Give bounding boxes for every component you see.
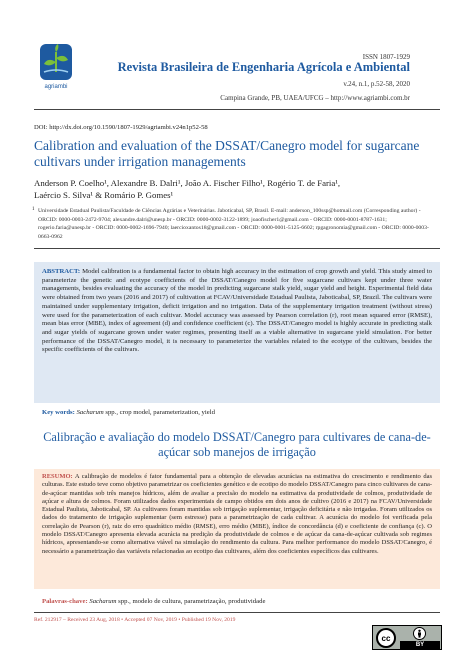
- journal-logo: [34, 42, 78, 100]
- article-title-pt: Calibração e avaliação do modelo DSSAT/Canegro para cultivares de cana-de-açúcar sob manejos de irrigação: [43, 430, 431, 459]
- palavras-text: spp., modelo de cultura, parametrização, produtividade: [118, 598, 266, 605]
- keywords-text: spp., crop model, parameterization, yield: [105, 409, 215, 416]
- by-label: BY: [400, 641, 440, 649]
- affiliation-divider: [34, 248, 440, 249]
- header-divider: [34, 109, 440, 110]
- footer-divider: [34, 612, 440, 613]
- palavras-italic: Sacharum: [89, 598, 117, 605]
- resumo-label: RESUMO:: [42, 473, 73, 480]
- affiliation-mark: 1: [32, 207, 35, 212]
- publisher-line: Campina Grande, PB, UAEA/UFCG – http://www.agriambi.com.br: [220, 94, 410, 102]
- cc-by-license-badge[interactable]: [372, 625, 442, 650]
- palavras-chave: [42, 598, 265, 605]
- authors-line-2: Laércio S. Silva¹ & Romário P. Gomes¹: [34, 189, 174, 200]
- abstract-box: [34, 262, 440, 403]
- authors-line-1: Anderson P. Coelho¹, Alexandre B. Dalri¹, João A. Fischer Filho¹, Rogério T. de Faria¹,: [34, 178, 341, 188]
- affiliation: Universidade Estadual Paulista/Faculdade de Ciências Agrárias e Veterinárias. Jaboticabal, SP, Brasil. E-mail: anderson_100ssp@hotmail.com (Corresponding author) - ORCID: 0000-0003-2472-9704; alexandre.dalri@unesp.br - ORCID: 0000-0002-3122-1899; joaofischer1@gmail.com - ORCID: 0000-0001-8787-1631; rogerio.faria@unesp.br - ORCID: 0000-0002-1696-7940; laercioxantos18@gmail.com - ORCID: 0000-0001-5125-6602; rpgagronomia@gmail.com - ORCID: 0000-0003-0663-0962: [38, 208, 429, 240]
- person-icon: [413, 627, 426, 640]
- keywords: [42, 409, 215, 416]
- issn: ISSN 1807-1929: [362, 53, 410, 61]
- palavras-label: Palavras-chave:: [42, 598, 88, 605]
- keywords-italic: Sacharum: [76, 409, 104, 416]
- resumo-box: [34, 469, 440, 589]
- journal-title: Revista Brasileira de Engenharia Agrícola e Ambiental: [117, 60, 410, 74]
- article-title-en: Calibration and evaluation of the DSSAT/Canegro model for sugarcane cultivars under irrigation managements: [34, 138, 420, 169]
- logo-wordmark: agriambi: [44, 84, 68, 90]
- cc-icon: cc: [376, 628, 396, 648]
- doi-link[interactable]: DOI: http://dx.doi.org/10.1590/1807-1929/agriambi.v24n1p52-58: [34, 124, 208, 131]
- abstract-label: ABSTRACT:: [42, 268, 81, 275]
- authors: [34, 178, 440, 201]
- volume-info: v.24, n.1, p.52-58, 2020: [343, 80, 410, 88]
- footer-reference: Ref. 212917 – Received 23 Aug, 2018 • Accepted 07 Nov, 2019 • Published 19 Nov, 2019: [34, 617, 236, 623]
- keywords-label: Key words:: [42, 409, 75, 416]
- abstract-text: Model calibration is a fundamental factor to obtain high accuracy in the estimation of crop growth and yield. This study aimed to parameterize the genetic and ecotype coefficients of the DSSAT/Canegro model for five sugarcane cultivars kept under three water managements, besides evaluating the accuracy of the model in predicting sugarcane stalk yield, sugar yield and height. Experimental field data were obtained from two years (2016 and 2017) of cultivation at FCAV/Universidade Estadual Paulista, Jaboticabal, SP, Brazil. The cultivars were maintained under supplementary irrigation, deficit irrigation and no irrigation. Data of the supplementary irrigation treatment (without stress) were used for the parameterization of each cultivar. Model accuracy was assessed by Pearson correlation (r), root mean squared error (RMSE), mean bias error (MBE), index of agreement (d) and confidence coefficient (c). The DSSAT/Canegro model is highly accurate in predicting stalk and sugar yields of sugarcane grown under water regimes, presenting itself as a viable alternative in sugarcane yield simulation. For better performance of the DSSAT/Canegro model, it is necessary to parameterize the variables related to the ecotype of the cultivars, besides the specific coefficients of the cultivars.: [42, 268, 433, 354]
- resumo-text: A calibração de modelos é fator fundamental para a obtenção de elevadas acurácias na estimativa do crescimento e rendimento das culturas. Este estudo teve como objetivo parametrizar os coeficientes genético e de ecotipo do modelo DSSAT/Canegro para cinco cultivares de cana-de-açúcar mantidas sob três manejos hídricos, além de avaliar a precisão do modelo na estimativa da produtividade de colmos, produtividade de açúcar e altura de colmos. Foram utilizados dados experimentais de campo obtidos em dois anos de cultivo (2016 e 2017) na FCAV/Universidade Estadual Paulista, Jaboticabal, SP. As cultivares foram mantidas sob irrigação suplementar, irrigação deficitária e não irrigadas. Foram utilizados os dados do tratamento de irrigação suplementar (sem estresse) para a parametrização de cada cultivar. A acurácia do modelo foi verificada pela correlação de Pearson (r), raiz do erro quadrático médio (RMSE), erro médio (MBE), índice de concordância (d) e coeficiente de confiança (c). O modelo DSSAT/Canegro apresenta elevada acurácia na predição da produtividade de colmos e de açúcar da cana-de-açúcar cultivada sob regimes hídricos, apresentando-se como alternativa viável na simulação do rendimento da cultura. Para melhor performance do modelo DSSAT/Canegro, é necessário a parametrização das variáveis relacionadas ao ecotipo das cultivares, além dos coeficientes específicos das cultivares.: [42, 473, 432, 555]
